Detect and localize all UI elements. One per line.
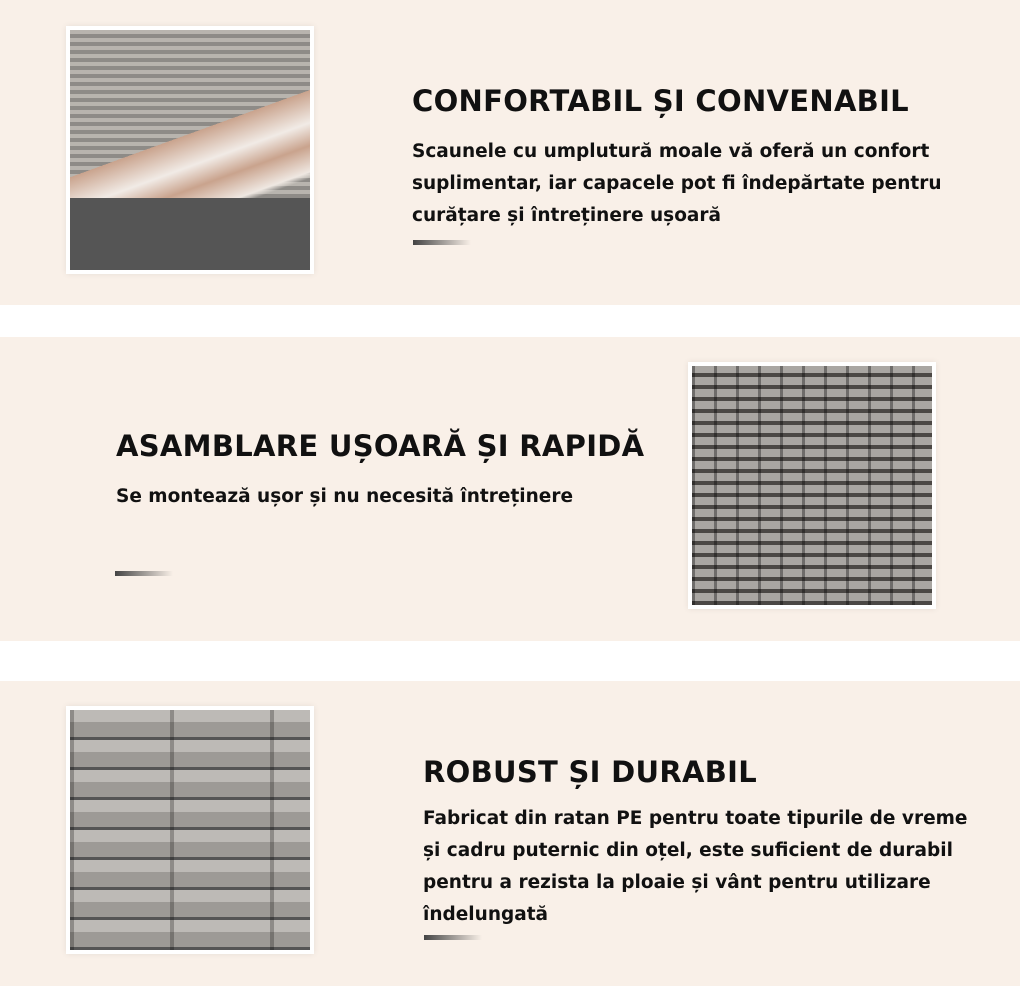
description-line: și cadru puternic din oțel, este suficient de durabil — [423, 840, 953, 861]
rattan-closeup-photo — [66, 706, 314, 954]
feature-description — [116, 481, 573, 513]
accent-bar — [424, 935, 482, 940]
feature-panel-comfort — [0, 0, 1020, 305]
description-line: pentru a rezista la ploaie și vânt pentru utilizare — [423, 872, 931, 893]
feature-title: ASAMBLARE UȘOARĂ ȘI RAPIDĂ — [116, 429, 645, 463]
sofa-cushion-photo — [66, 26, 314, 274]
accent-bar — [413, 240, 471, 245]
feature-title: CONFORTABIL ȘI CONVENABIL — [412, 84, 909, 118]
description-line: îndelungată — [423, 904, 549, 925]
description-line: Fabricat din ratan PE pentru toate tipurile de vreme — [423, 808, 968, 829]
description-line: curățare și întreținere ușoară — [412, 205, 721, 226]
feature-description — [412, 136, 942, 232]
feature-panel-durable — [0, 681, 1020, 986]
description-line: Scaunele cu umplutură moale vă oferă un confort — [412, 141, 930, 162]
description-line: Se montează ușor și nu necesită întreținere — [116, 486, 574, 507]
feature-panel-assembly — [0, 337, 1020, 641]
feature-title: ROBUST ȘI DURABIL — [423, 755, 758, 789]
feature-description — [423, 803, 967, 931]
accent-bar — [115, 571, 173, 576]
description-line: suplimentar, iar capacele pot fi îndepărtate pentru — [412, 173, 942, 194]
wicker-weave-photo — [688, 362, 936, 609]
